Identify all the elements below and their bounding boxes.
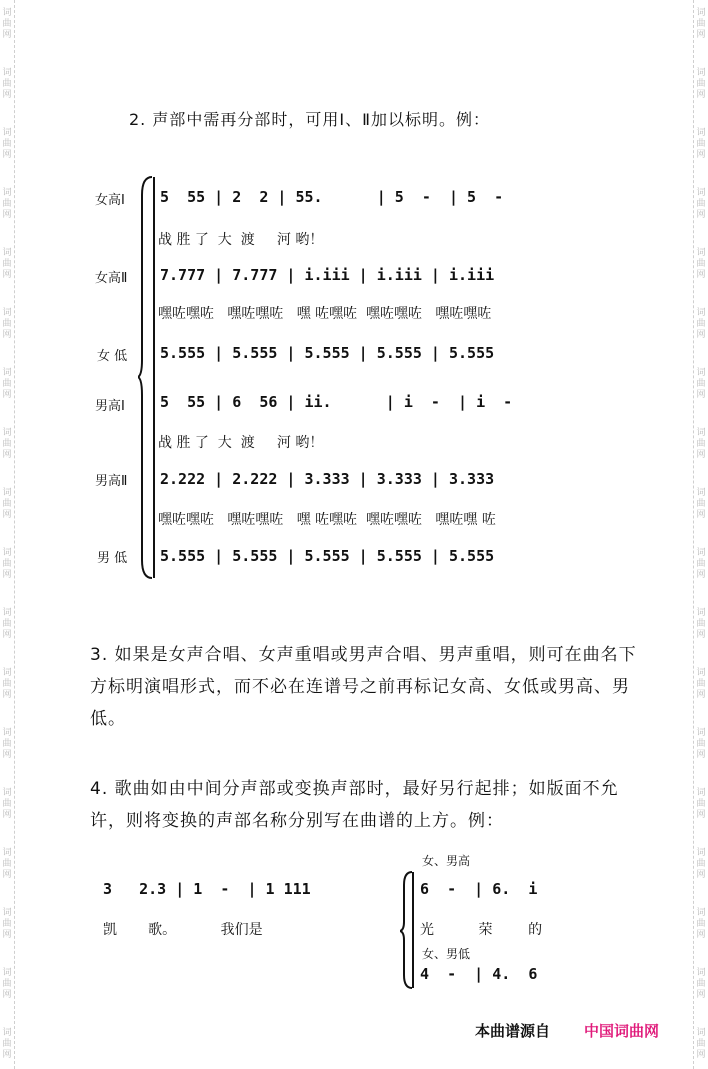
watermark-glyphs: 词 曲 网 [2,968,12,1000]
upper-voice-label: 女、男高 [422,854,471,868]
watermark-glyphs: 词 曲 网 [696,488,706,520]
voice-label-alto: 女 低 [97,349,128,364]
watermark-glyphs: 词 曲 网 [2,248,12,280]
lyrics-soprano-2: 嘿咗嘿咗 嘿咗嘿咗 嘿 咗嘿咗 嘿咗嘿咗 嘿咗嘿咗 [158,306,492,322]
voice-label-soprano-2: 女高Ⅱ [95,271,128,286]
watermark-glyphs: 词 曲 网 [696,848,706,880]
staff-tenor-2: 2.222 | 2.222 | 3.333 | 3.333 | 3.333 [160,470,495,488]
score-1-brace [138,175,158,580]
watermark-glyphs: 词 曲 网 [2,668,12,700]
staff-soprano-2: 7.777 | 7.777 | i.iii | i.iii | i.iii [160,266,495,284]
watermark-glyphs: 词 曲 网 [696,1028,706,1060]
section-2-text: 2. 声部中需再分部时，可用Ⅰ、Ⅱ加以标明。例： [129,110,490,129]
watermark-glyphs: 词 曲 网 [2,1028,12,1060]
watermark-glyphs: 词 曲 网 [2,428,12,460]
watermark-glyphs: 词 曲 网 [696,248,706,280]
watermark-glyphs: 词 曲 网 [2,728,12,760]
voice-label-tenor-2: 男高Ⅱ [95,474,128,489]
watermark-glyphs: 词 曲 网 [2,308,12,340]
lyrics-upper: 光 荣 的 [420,922,543,938]
watermark-glyphs: 词 曲 网 [2,908,12,940]
watermark-glyphs: 词 曲 网 [696,368,706,400]
watermark-glyphs: 词 曲 网 [2,8,12,40]
watermark-glyphs: 词 曲 网 [696,908,706,940]
watermark-glyphs: 词 曲 网 [2,188,12,220]
source-label: 本曲谱源自 [475,1022,551,1040]
staff-soprano-1: 5 55 | 2 2 | 55. | 5 - | 5 - [160,188,504,206]
lyrics-soprano-1: 战 胜 了 大 渡 河 哟！ [158,232,324,248]
voice-label-bass: 男 低 [97,551,128,566]
lyrics-tenor-2: 嘿咗嘿咗 嘿咗嘿咗 嘿 咗嘿咗 嘿咗嘿咗 嘿咗嘿 咗 [158,512,496,528]
staff-upper: 6 - | 6. i [420,880,538,898]
watermark-glyphs: 词 曲 网 [696,8,706,40]
staff-tenor-1: 5 55 | 6 56 | ii. | i - | i - [160,393,513,411]
voice-label-tenor-1: 男高Ⅰ [95,399,125,414]
watermark-glyphs: 词 曲 网 [696,188,706,220]
score-2-brace [400,870,414,990]
watermark-glyphs: 词 曲 网 [2,788,12,820]
lyrics-tenor-1: 战 胜 了 大 渡 河 哟！ [158,435,324,451]
watermark-glyphs: 词 曲 网 [2,488,12,520]
watermark-glyphs: 词 曲 网 [2,128,12,160]
section-4-text: 4. 歌曲如由中间分声部或变换声部时，最好另行起排；如版面不允许，则将变换的声部名称分别写在曲谱的上方。例： [90,779,619,831]
watermark-glyphs: 词 曲 网 [696,68,706,100]
watermark-glyphs: 词 曲 网 [2,608,12,640]
voice-label-soprano-1: 女高Ⅰ [95,193,125,208]
watermark-glyphs: 词 曲 网 [696,128,706,160]
lower-voice-label: 女、男低 [422,947,471,961]
staff-bass: 5.555 | 5.555 | 5.555 | 5.555 | 5.555 [160,547,495,565]
staff-lower: 4 - | 4. 6 [420,965,538,983]
watermark-glyphs: 词 曲 网 [2,368,12,400]
watermark-glyphs: 词 曲 网 [696,668,706,700]
staff-main: 3 2.3 | 1 - | 1 111 [103,880,311,898]
watermark-glyphs: 词 曲 网 [2,848,12,880]
watermark-glyphs: 词 曲 网 [696,608,706,640]
section-3-text: 3. 如果是女声合唱、女声重唱或男声合唱、男声重唱，则可在曲名下方标明演唱形式，而不必在连谱号之前再标记女高、女低或男高、男低。 [90,645,637,729]
watermark-glyphs: 词 曲 网 [696,428,706,460]
watermark-glyphs: 词 曲 网 [696,728,706,760]
watermark-glyphs: 词 曲 网 [2,68,12,100]
staff-alto: 5.555 | 5.555 | 5.555 | 5.555 | 5.555 [160,344,495,362]
watermark-glyphs: 词 曲 网 [696,308,706,340]
watermark-glyphs: 词 曲 网 [696,548,706,580]
watermark-glyphs: 词 曲 网 [696,968,706,1000]
watermark-glyphs: 词 曲 网 [2,548,12,580]
watermark-glyphs: 词 曲 网 [696,788,706,820]
site-name: 中国词曲网 [584,1022,660,1040]
lyrics-main: 凯 歌。 我们是 [103,922,263,938]
